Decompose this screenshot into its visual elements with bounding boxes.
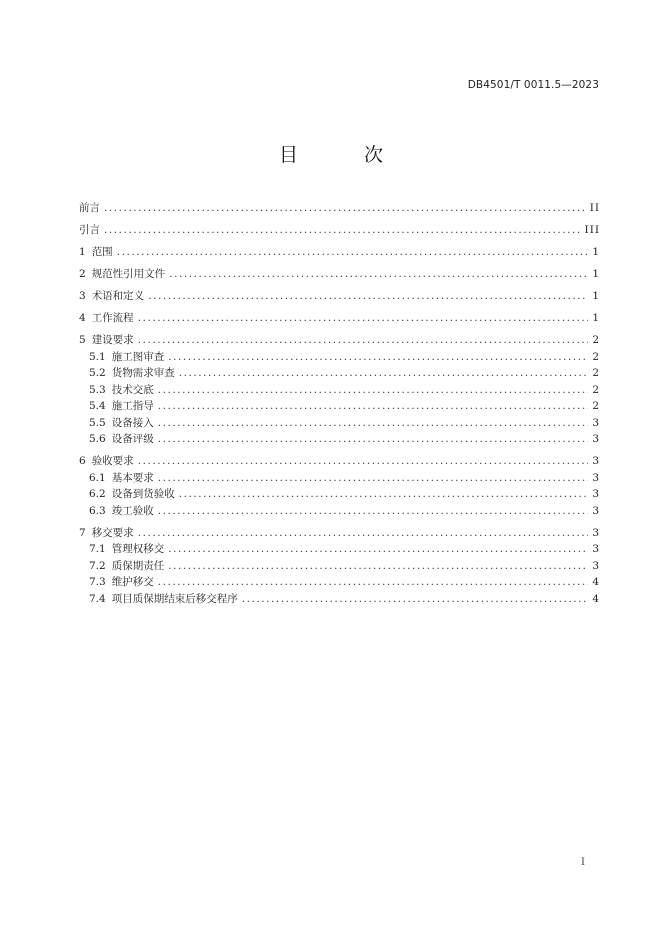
toc-entry-page: 3 (592, 543, 600, 555)
toc-entry[interactable] (79, 288, 600, 305)
toc-entry[interactable] (79, 541, 600, 558)
toc-entry-title: 验收要求 (91, 455, 134, 467)
toc-entry[interactable] (79, 453, 600, 470)
toc-entry-page: 4 (592, 576, 600, 588)
toc-entry-number: 5.3 (89, 383, 106, 396)
dot-leader (138, 310, 589, 327)
dot-leader (168, 349, 588, 366)
toc-entry[interactable] (79, 503, 600, 520)
toc-entry-page: 2 (592, 350, 600, 363)
table-of-contents (79, 200, 600, 607)
toc-entry-title: 货物需求审查 (111, 367, 175, 379)
toc-entry-number: 3 (79, 290, 86, 302)
toc-entry-number: 5.2 (89, 367, 106, 379)
toc-entry-title: 建设要求 (91, 334, 134, 346)
toc-entry-title: 竣工验收 (111, 504, 154, 517)
toc-entry[interactable] (79, 200, 600, 217)
toc-entry-title: 范围 (91, 246, 113, 258)
toc-entry[interactable] (79, 222, 600, 239)
dot-leader (104, 200, 586, 217)
dot-leader (169, 266, 588, 283)
toc-entry-number: 7 (79, 526, 86, 539)
dot-leader (158, 503, 589, 520)
toc-entry-title: 管理权移交 (111, 543, 165, 555)
dot-leader (158, 382, 589, 399)
toc-entry-title: 技术交底 (111, 383, 154, 396)
toc-entry[interactable] (79, 486, 600, 503)
dot-leader (158, 415, 589, 432)
toc-entry-title: 施工指导 (111, 400, 154, 412)
toc-entry[interactable] (79, 244, 600, 261)
toc-entry-page: 1 (592, 246, 600, 258)
toc-entry-number: 6 (79, 455, 86, 467)
toc-entry[interactable] (79, 558, 600, 575)
toc-entry[interactable] (79, 398, 600, 415)
toc-entry-title: 引言 (79, 224, 100, 236)
dot-leader (168, 558, 588, 575)
toc-entry-number: 7.3 (89, 576, 106, 588)
toc-entry-number: 6.3 (89, 504, 106, 517)
toc-entry[interactable] (79, 525, 600, 542)
toc-entry-title: 设备评级 (111, 433, 154, 445)
toc-entry-number: 6.2 (89, 488, 106, 500)
toc-entry-page: 3 (592, 455, 600, 467)
toc-entry-title: 维护移交 (111, 576, 154, 588)
toc-entry-number: 5.5 (89, 416, 106, 429)
dot-leader (179, 486, 589, 503)
toc-entry-title: 工作流程 (91, 312, 134, 324)
toc-entry-page: 2 (592, 367, 600, 379)
toc-entry-number: 6.1 (89, 471, 106, 484)
dot-leader (117, 244, 589, 261)
toc-entry-title: 基本要求 (111, 471, 154, 484)
toc-entry-number: 1 (79, 246, 86, 258)
dot-leader (168, 541, 588, 558)
toc-entry-number: 5.4 (89, 400, 106, 412)
dot-leader (104, 222, 581, 239)
toc-entry-title: 设备到货验收 (111, 488, 175, 500)
dot-leader (138, 453, 589, 470)
toc-entry-number: 5.6 (89, 433, 106, 445)
toc-entry[interactable] (79, 365, 600, 382)
toc-entry-title: 质保期责任 (111, 559, 165, 572)
toc-entry-title: 项目质保期结束后移交程序 (111, 592, 238, 605)
document-code: DB4501/T 0011.5—2023 (467, 79, 599, 91)
toc-entry-page: II (589, 202, 600, 214)
toc-entry-title: 前言 (79, 202, 100, 214)
toc-entry-page: 2 (592, 383, 600, 396)
toc-entry-number: 4 (79, 312, 86, 324)
toc-entry-page: 3 (592, 416, 600, 429)
toc-entry-number: 7.4 (89, 592, 106, 605)
dot-leader (158, 470, 589, 487)
toc-entry-number: 5.1 (89, 350, 106, 363)
dot-leader (242, 591, 589, 608)
toc-entry[interactable] (79, 431, 600, 448)
toc-entry[interactable] (79, 266, 600, 283)
toc-entry[interactable] (79, 349, 600, 366)
toc-entry-page: 1 (592, 290, 600, 302)
dot-leader (158, 574, 589, 591)
toc-entry-title: 设备接入 (111, 416, 154, 429)
dot-leader (179, 365, 589, 382)
toc-entry-title: 术语和定义 (91, 290, 145, 302)
toc-entry[interactable] (79, 332, 600, 349)
toc-entry-page: 3 (592, 559, 600, 572)
toc-entry-page: 3 (592, 471, 600, 484)
dot-leader (138, 525, 589, 542)
toc-entry-number: 7.1 (89, 543, 106, 555)
dot-leader (158, 431, 589, 448)
page-title: 目 次 (278, 144, 414, 166)
toc-entry-title: 移交要求 (91, 526, 134, 539)
page-number: I (581, 857, 585, 868)
toc-entry[interactable] (79, 591, 600, 608)
dot-leader (158, 398, 589, 415)
toc-entry[interactable] (79, 310, 600, 327)
toc-entry-number: 5 (79, 334, 86, 346)
toc-entry-number: 7.2 (89, 559, 106, 572)
toc-entry-page: 3 (592, 504, 600, 517)
toc-entry-page: 2 (592, 334, 600, 346)
toc-entry-page: 2 (592, 400, 600, 412)
toc-entry[interactable] (79, 415, 600, 432)
toc-entry-page: 3 (592, 488, 600, 500)
toc-entry-page: 1 (592, 268, 600, 280)
toc-entry[interactable] (79, 470, 600, 487)
toc-entry[interactable] (79, 574, 600, 591)
toc-entry-title: 施工图审查 (111, 350, 165, 363)
toc-entry-page: 1 (592, 312, 600, 324)
toc-entry-number: 2 (79, 268, 86, 280)
dot-leader (138, 332, 589, 349)
toc-entry-title: 规范性引用文件 (91, 268, 166, 280)
toc-entry-page: 3 (592, 433, 600, 445)
toc-entry-page: 4 (592, 592, 600, 605)
toc-entry-page: 3 (592, 526, 600, 539)
dot-leader (148, 288, 588, 305)
toc-entry[interactable] (79, 382, 600, 399)
toc-entry-page: III (584, 224, 600, 236)
